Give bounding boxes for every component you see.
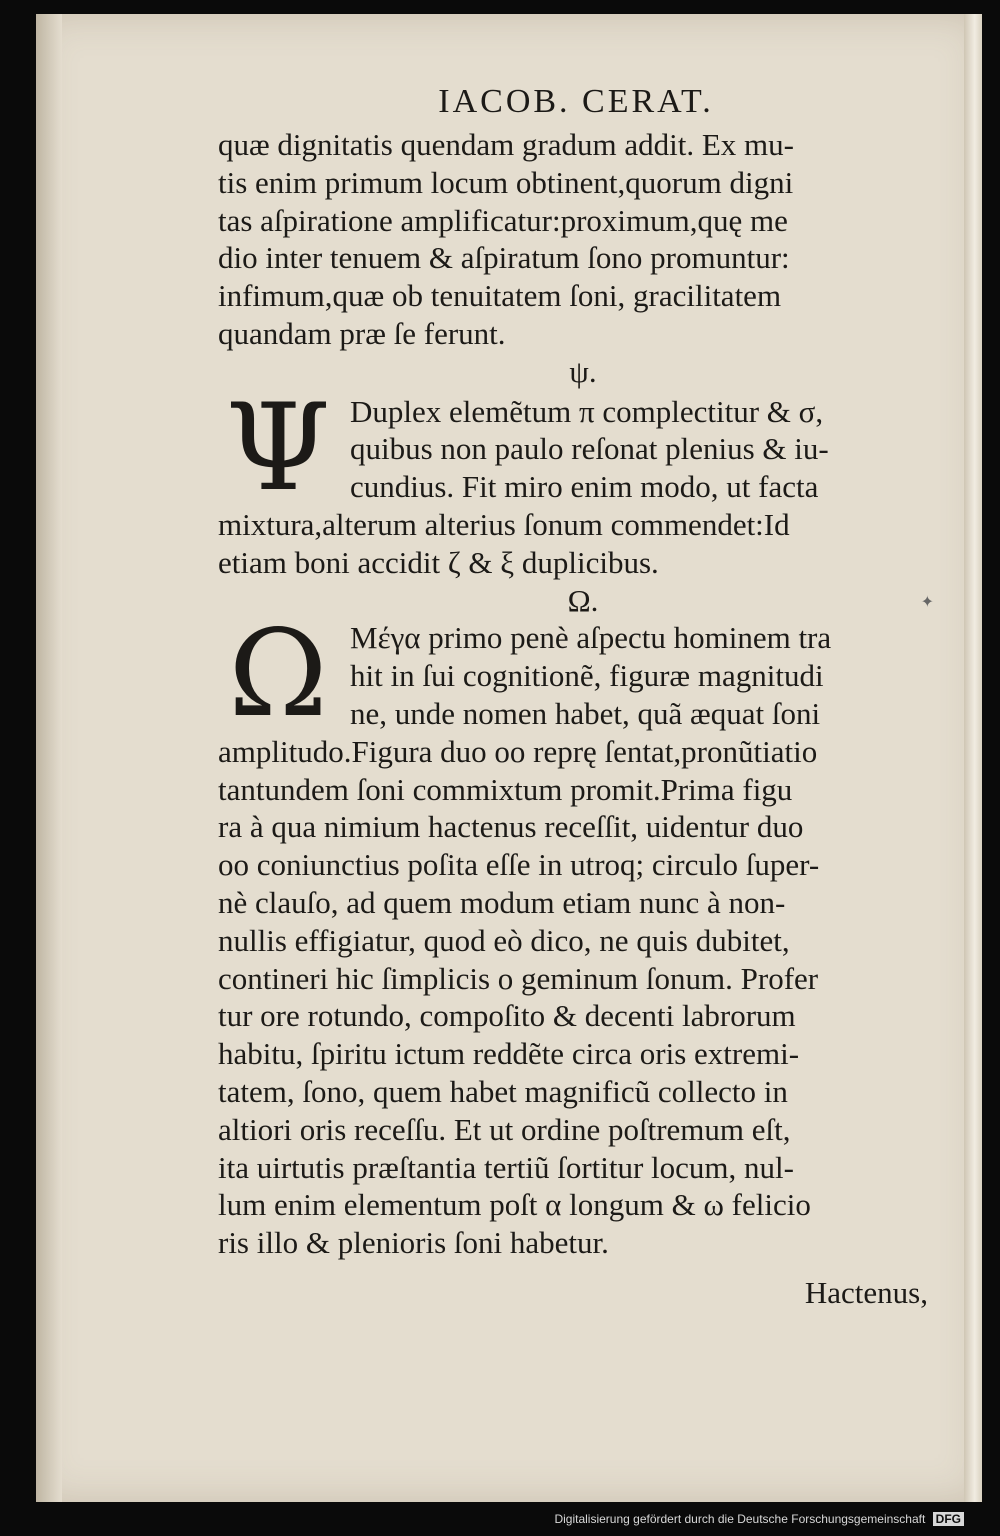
text-line: ita uirtutis præſtantia tertiũ ſortitur locum, nul- (218, 1149, 794, 1185)
intro-paragraph (218, 126, 948, 353)
text-line: mixtura,alterum alterius ſonum commendet:Id (218, 506, 790, 542)
text-line: cundius. Fit miro enim modo, ut facta (350, 469, 819, 505)
text-line: tantundem ſoni commixtum promit.Prima figu (218, 771, 793, 807)
omega-paragraph (218, 605, 948, 1262)
text-line: amplitudo.Figura duo οο reprę ſentat,pronũtiatio (218, 733, 818, 769)
catchword: Hactenus, (804, 1274, 928, 1310)
text-line: οο coniunctius poſita eſſe in utroq; circulo ſuper- (218, 847, 820, 883)
text-line: dio inter tenuem & aſpiratum ſono promuntur: (218, 240, 790, 276)
text-line: hit in ſui cognitionẽ, figuræ magnitudi (350, 658, 824, 694)
text-line: lum enim elementum poſt α longum & ω felicio (218, 1187, 811, 1223)
text-line: habitu, ſpiritu ictum reddẽte circa oris extremi- (218, 1036, 800, 1072)
text-line: ra à qua nimium hactenus receſſit, uidentur duo (218, 809, 804, 845)
text-line: contineri hic ſimplicis ο geminum ſonum. Profer (218, 960, 819, 996)
text-line: Μέγα primo penè aſpectu hominem tra (350, 620, 832, 656)
dropcap-psi: Ψ (225, 378, 331, 518)
text-line: ne, unde nomen habet, quã æquat ſoni (350, 695, 821, 731)
page-text (218, 78, 948, 1312)
text-line: Duplex elemẽtum π complectitur & σ, (350, 393, 824, 429)
page-gutter (36, 14, 62, 1502)
dropcap-omega: Ω (228, 605, 328, 745)
footer-text: Digitalisierung gefördert durch die Deutsche Forschungsgemeinschaft (554, 1512, 926, 1526)
section-heading-omega: Ω. (567, 582, 599, 618)
section-heading-psi: ψ. (569, 353, 597, 389)
text-line: tatem, ſono, quem habet magnificũ collecto in (218, 1073, 788, 1109)
page-blemish: ✦ (920, 594, 934, 611)
dfg-logo: DFG (933, 1512, 964, 1526)
text-line: quæ dignitatis quendam gradum addit. Ex mu- (218, 127, 794, 162)
text-line: altiori oris receſſu. Et ut ordine poſtremum eſt, (218, 1111, 791, 1147)
digitization-footer (0, 1502, 1000, 1536)
psi-paragraph (218, 378, 948, 582)
text-line: quibus non paulo reſonat plenius & iu- (350, 431, 829, 467)
page-edge (964, 14, 982, 1502)
running-header: IACOB. CERAT. (438, 83, 714, 120)
text-line: nullis effigiatur, quod eò dico, ne quis dubitet, (218, 922, 790, 958)
text-line: ris illo & plenioris ſoni habetur. (218, 1225, 609, 1261)
book-page (36, 14, 982, 1502)
text-line: nè clauſo, ad quem modum etiam nunc à non- (218, 884, 786, 920)
text-line: tas aſpiratione amplificatur:proximum,quę me (218, 202, 788, 238)
text-line: tis enim primum locum obtinent,quorum digni (218, 164, 794, 200)
text-line: infimum,quæ ob tenuitatem ſoni, gracilitatem (218, 278, 782, 314)
text-line: quandam præ ſe ferunt. (218, 315, 506, 351)
text-line: tur ore rotundo, compoſito & decenti labrorum (218, 998, 796, 1034)
text-line: etiam boni accidit ζ & ξ duplicibus. (218, 544, 659, 580)
